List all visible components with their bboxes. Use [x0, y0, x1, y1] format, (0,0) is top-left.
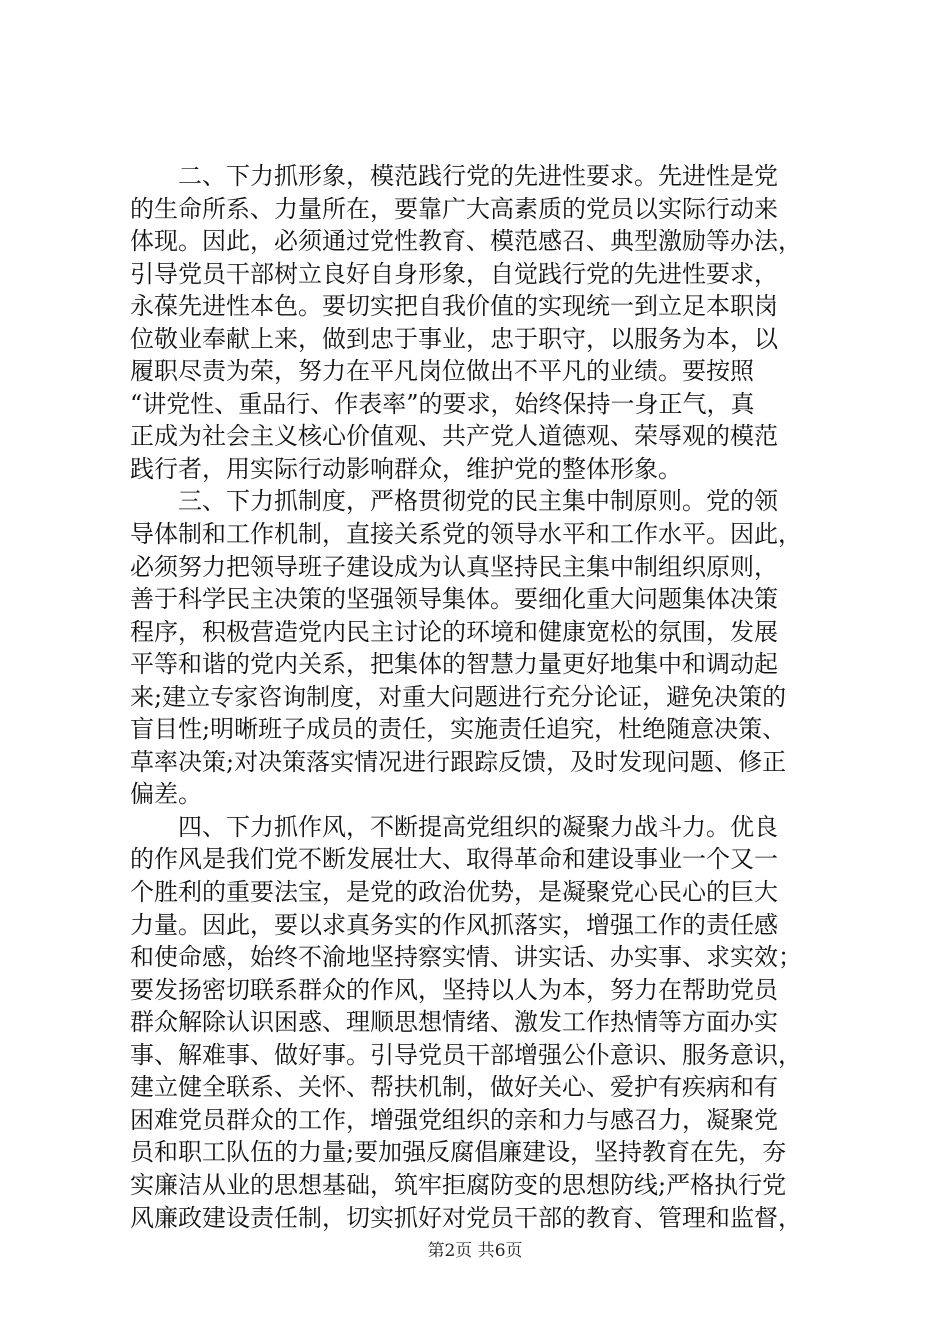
text-line: 和使命感，始终不渝地坚持察实情、讲实话、办实事、求实效； — [130, 943, 802, 972]
text-line: 实廉洁从业的思想基础，筑牢拒腐防变的思想防线;严格执行党 — [130, 1170, 787, 1199]
text-line: 盲目性;明晰班子成员的责任，实施责任追究，杜绝随意决策、 — [130, 715, 787, 744]
text-line: 来;建立专家咨询制度，对重大问题进行充分论证，避免决策的 — [130, 682, 787, 711]
text-line: 的生命所系、力量所在，要靠广大高素质的党员以实际行动来 — [130, 194, 778, 223]
text-line: 永葆先进性本色。要切实把自我价值的实现统一到立足本职岗 — [130, 292, 778, 321]
text-line: 三、下力抓制度，严格贯彻党的民主集中制原则。党的领 — [178, 487, 778, 516]
text-line: 引导党员干部树立良好自身形象，自觉践行党的先进性要求， — [130, 259, 778, 288]
text-line: “讲党性、重品行、作表率”的要求，始终保持一身正气，真 — [130, 389, 755, 418]
text-line: 践行者，用实际行动影响群众，维护党的整体形象。 — [130, 454, 682, 483]
paragraph — [130, 485, 840, 810]
text-line: 群众解除认识困惑、理顺思想情绪、激发工作热情等方面办实 — [130, 1008, 778, 1037]
text-line: 体现。因此，必须通过党性教育、模范感召、典型激励等办法， — [130, 227, 802, 256]
text-line: 要发扬密切联系群众的作风，坚持以人为本，努力在帮助党员 — [130, 975, 778, 1004]
document-body — [130, 160, 840, 1234]
page-footer: 第2页 共6页 — [427, 1241, 523, 1261]
text-line: 个胜利的重要法宝，是党的政治优势，是凝聚党心民心的巨大 — [130, 878, 778, 907]
text-line: 善于科学民主决策的坚强领导集体。要细化重大问题集体决策 — [130, 585, 778, 614]
text-line: 困难党员群众的工作，增强党组织的亲和力与感召力，凝聚党 — [130, 1105, 778, 1134]
text-line: 事、解难事、做好事。引导党员干部增强公仆意识、服务意识， — [130, 1040, 802, 1069]
text-line: 正成为社会主义核心价值观、共产党人道德观、荣辱观的模范 — [130, 422, 778, 451]
text-line: 导体制和工作机制，直接关系党的领导水平和工作水平。因此， — [130, 520, 802, 549]
text-line: 平等和谐的党内关系，把集体的智慧力量更好地集中和调动起 — [130, 650, 778, 679]
text-line: 履职尽责为荣，努力在平凡岗位做出不平凡的业绩。要按照 — [130, 357, 754, 386]
text-line: 四、下力抓作风，不断提高党组织的凝聚力战斗力。优良 — [178, 812, 778, 841]
text-line: 员和职工队伍的力量;要加强反腐倡廉建设，坚持教育在先，夯 — [130, 1138, 787, 1167]
paragraph — [130, 160, 840, 485]
text-line: 力量。因此，要以求真务实的作风抓落实，增强工作的责任感 — [130, 910, 778, 939]
text-line: 必须努力把领导班子建设成为认真坚持民主集中制组织原则， — [130, 552, 778, 581]
text-line: 位敬业奉献上来，做到忠于事业，忠于职守，以服务为本，以 — [130, 324, 778, 353]
text-line: 草率决策;对决策落实情况进行跟踪反馈，及时发现问题、修正 — [130, 747, 787, 776]
text-line: 程序，积极营造党内民主讨论的环境和健康宽松的氛围，发展 — [130, 617, 778, 646]
text-line: 风廉政建设责任制，切实抓好对党员干部的教育、管理和监督， — [130, 1203, 802, 1232]
text-line: 的作风是我们党不断发展壮大、取得革命和建设事业一个又一 — [130, 845, 778, 874]
text-line: 二、下力抓形象，模范践行党的先进性要求。先进性是党 — [178, 162, 778, 190]
paragraph — [130, 811, 840, 1234]
text-line: 建立健全联系、关怀、帮扶机制，做好关心、爱护有疾病和有 — [130, 1073, 778, 1102]
text-line: 偏差。 — [130, 780, 202, 809]
